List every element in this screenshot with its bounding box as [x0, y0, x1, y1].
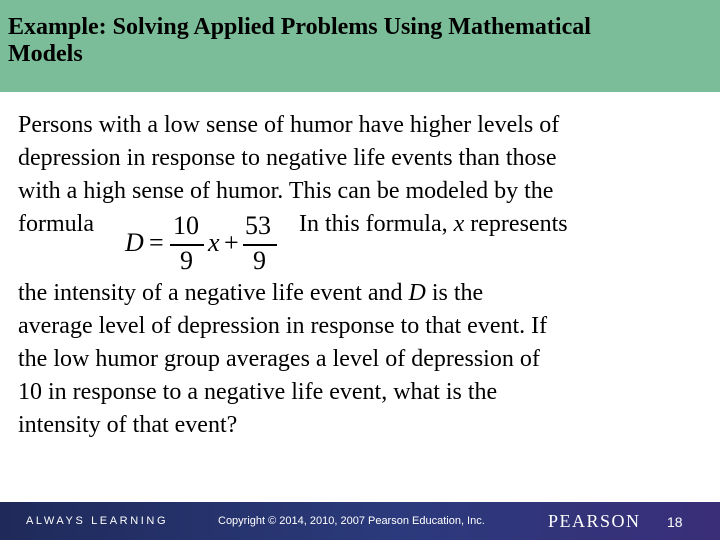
formula-variable-x: x — [208, 228, 220, 257]
slide-title-line-1: Example: Solving Applied Problems Using Mathematical — [8, 14, 591, 40]
paragraph-1-line-3: with a high sense of humor. This can be modeled by the — [18, 178, 554, 204]
paragraph-2-line-2: average level of depression in response to that event. If — [18, 313, 548, 339]
formula-equals: = — [149, 228, 164, 257]
footer-tagline: ALWAYS LEARNING — [26, 515, 169, 527]
paragraph-2-line-1-suffix: is the — [425, 280, 484, 306]
body-paragraph-2 — [18, 277, 547, 442]
fraction-2-denominator: 9 — [253, 246, 266, 275]
formula-trail-suffix: represents — [464, 211, 568, 237]
variable-d: D — [408, 280, 426, 306]
slide-title-line-2: Models — [8, 41, 83, 67]
paragraph-1-line-2: depression in response to negative life events than those — [18, 145, 557, 171]
paragraph-2-line-3: the low humor group averages a level of depression of — [18, 346, 540, 372]
footer-copyright: Copyright © 2014, 2010, 2007 Pearson Education, Inc. — [218, 515, 485, 527]
formula-plus: + — [224, 228, 239, 257]
body-paragraph-1 — [18, 109, 568, 241]
variable-x: x — [453, 211, 465, 237]
formula-lead-text: formula — [18, 211, 94, 237]
fraction-1-denominator: 9 — [180, 246, 193, 275]
paragraph-1-line-1: Persons with a low sense of humor have higher levels of — [18, 112, 560, 138]
slide-title — [8, 14, 712, 68]
formula-trail-text: In this formula, — [298, 211, 454, 237]
paragraph-2-line-5: intensity of that event? — [18, 412, 238, 438]
pearson-logo: PEARSON — [548, 511, 641, 531]
paragraph-2-line-1 — [18, 277, 547, 310]
paragraph-2-line-4: 10 in response to a negative life event, what is the — [18, 379, 498, 405]
fraction-1-numerator: 10 — [173, 211, 199, 240]
paragraph-2-line-1-prefix: the intensity of a negative life event and — [18, 280, 409, 306]
footer-bar — [0, 502, 720, 540]
formula-lhs: D — [125, 228, 144, 257]
fraction-2-numerator: 53 — [245, 211, 271, 240]
paragraph-1-line-4 — [18, 208, 568, 241]
title-bar — [0, 0, 720, 92]
depression-formula — [123, 208, 283, 280]
page-number: 18 — [667, 514, 683, 530]
